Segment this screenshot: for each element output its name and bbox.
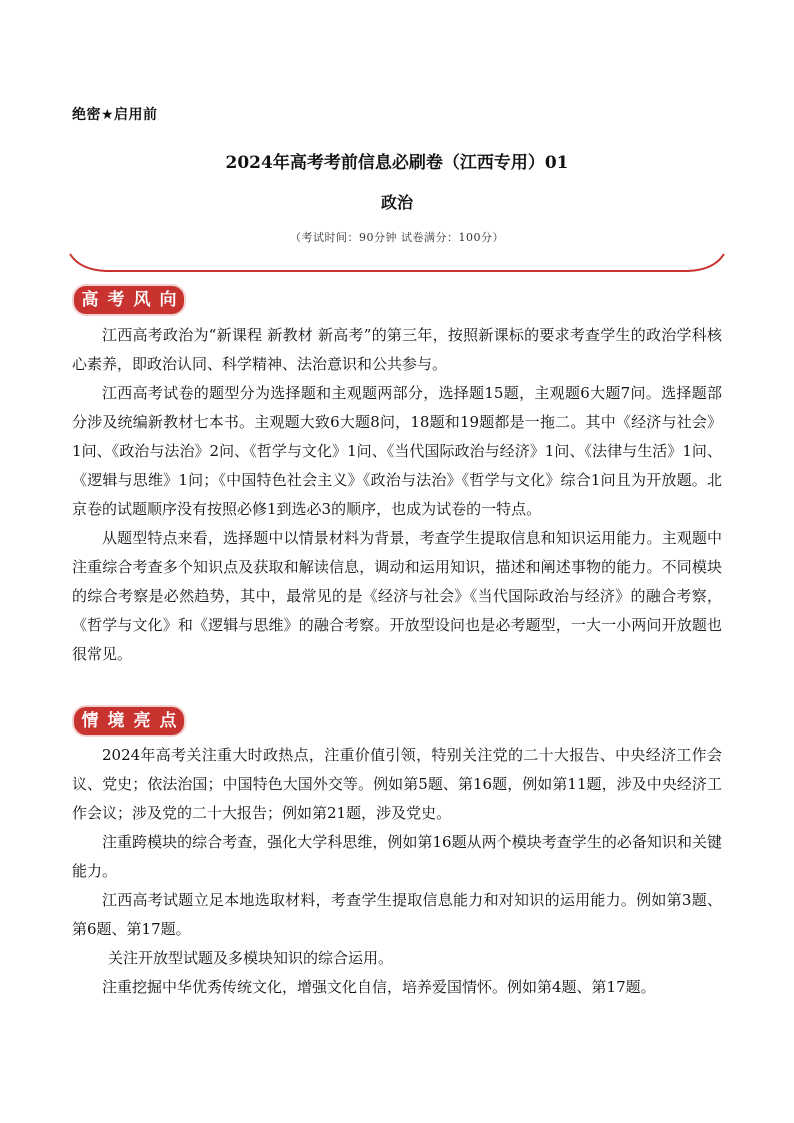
section-badge-highlights — [74, 707, 184, 735]
paragraph: 2024年高考关注重大时政热点，注重价值引领，特别关注党的二十大报告、中央经济工作会议、党史；依法治国；中国特色大国外交等。例如第5题、第16题，例如第11题，涉及中央经济工作会议；涉及党的二十大报告；例如第21题，涉及党史。 — [72, 746, 722, 822]
paragraph: 注重跨模块的综合考查，强化大学科思维，例如第16题从两个模块考查学生的必备知识和关键能力。 — [72, 833, 722, 880]
paragraph: 江西高考试题立足本地选取材料，考查学生提取信息能力和对知识的运用能力。例如第3题、第6题、第17题。 — [72, 891, 722, 938]
badge-char: 考 — [107, 290, 125, 310]
section-badge-trend — [74, 286, 184, 314]
badge-char: 境 — [107, 711, 125, 731]
section-highlights-body — [72, 741, 722, 1002]
badge-char: 情 — [81, 711, 99, 731]
paragraph: 关注开放型试题及多模块知识的综合运用。 — [108, 949, 394, 967]
paragraph: 注重挖掘中华优秀传统文化，增强文化自信，培养爱国情怀。例如第4题、第17题。 — [102, 978, 656, 996]
section-trend-body — [72, 321, 722, 669]
confidential-label: 绝密★启用前 — [72, 107, 158, 123]
badge-char: 高 — [81, 290, 99, 310]
exam-meta: （考试时间：90分钟 试卷满分：100分） — [290, 231, 504, 244]
exam-title: 2024年高考考前信息必刷卷（江西专用）01 — [225, 153, 569, 173]
header-divider-curve — [66, 250, 728, 276]
badge-char: 向 — [159, 290, 177, 310]
subject-title: 政治 — [380, 193, 413, 212]
paragraph: 江西高考试卷的题型分为选择题和主观题两部分，选择题15题，主观题6大题7问。选择题部分涉及统编新教材七本书。主观题大致6大题8问，18题和19题都是一拖二。其中《经济与社会》1问、《政治与法治》2问、《哲学与文化》1问、《当代国际政治与经济》1问、《法律与生活》1问、《逻辑与思维》1问；《中国特色社会主义》《政治与法治》《哲学与文化》综合1问且为开放题。北京卷的试题顺序没有按照必修1到选必3的顺序，也成为试卷的一特点。 — [72, 384, 722, 518]
badge-char: 点 — [159, 711, 177, 731]
badge-char: 风 — [133, 290, 151, 310]
paragraph: 从题型特点来看，选择题中以情景材料为背景，考查学生提取信息和知识运用能力。主观题中注重综合考查多个知识点及获取和解读信息，调动和运用知识，描述和阐述事物的能力。不同模块的综合考察是必然趋势，其中，最常见的是《经济与社会》《当代国际政治与经济》的融合考察，《哲学与文化》和《逻辑与思维》的融合考察。开放型设问也是必考题型，一大一小两问开放题也很常见。 — [72, 529, 722, 663]
paragraph: 江西高考政治为“新课程 新教材 新高考”的第三年，按照新课标的要求考查学生的政治学科核心素养，即政治认同、科学精神、法治意识和公共参与。 — [72, 326, 722, 373]
badge-char: 亮 — [133, 711, 151, 731]
